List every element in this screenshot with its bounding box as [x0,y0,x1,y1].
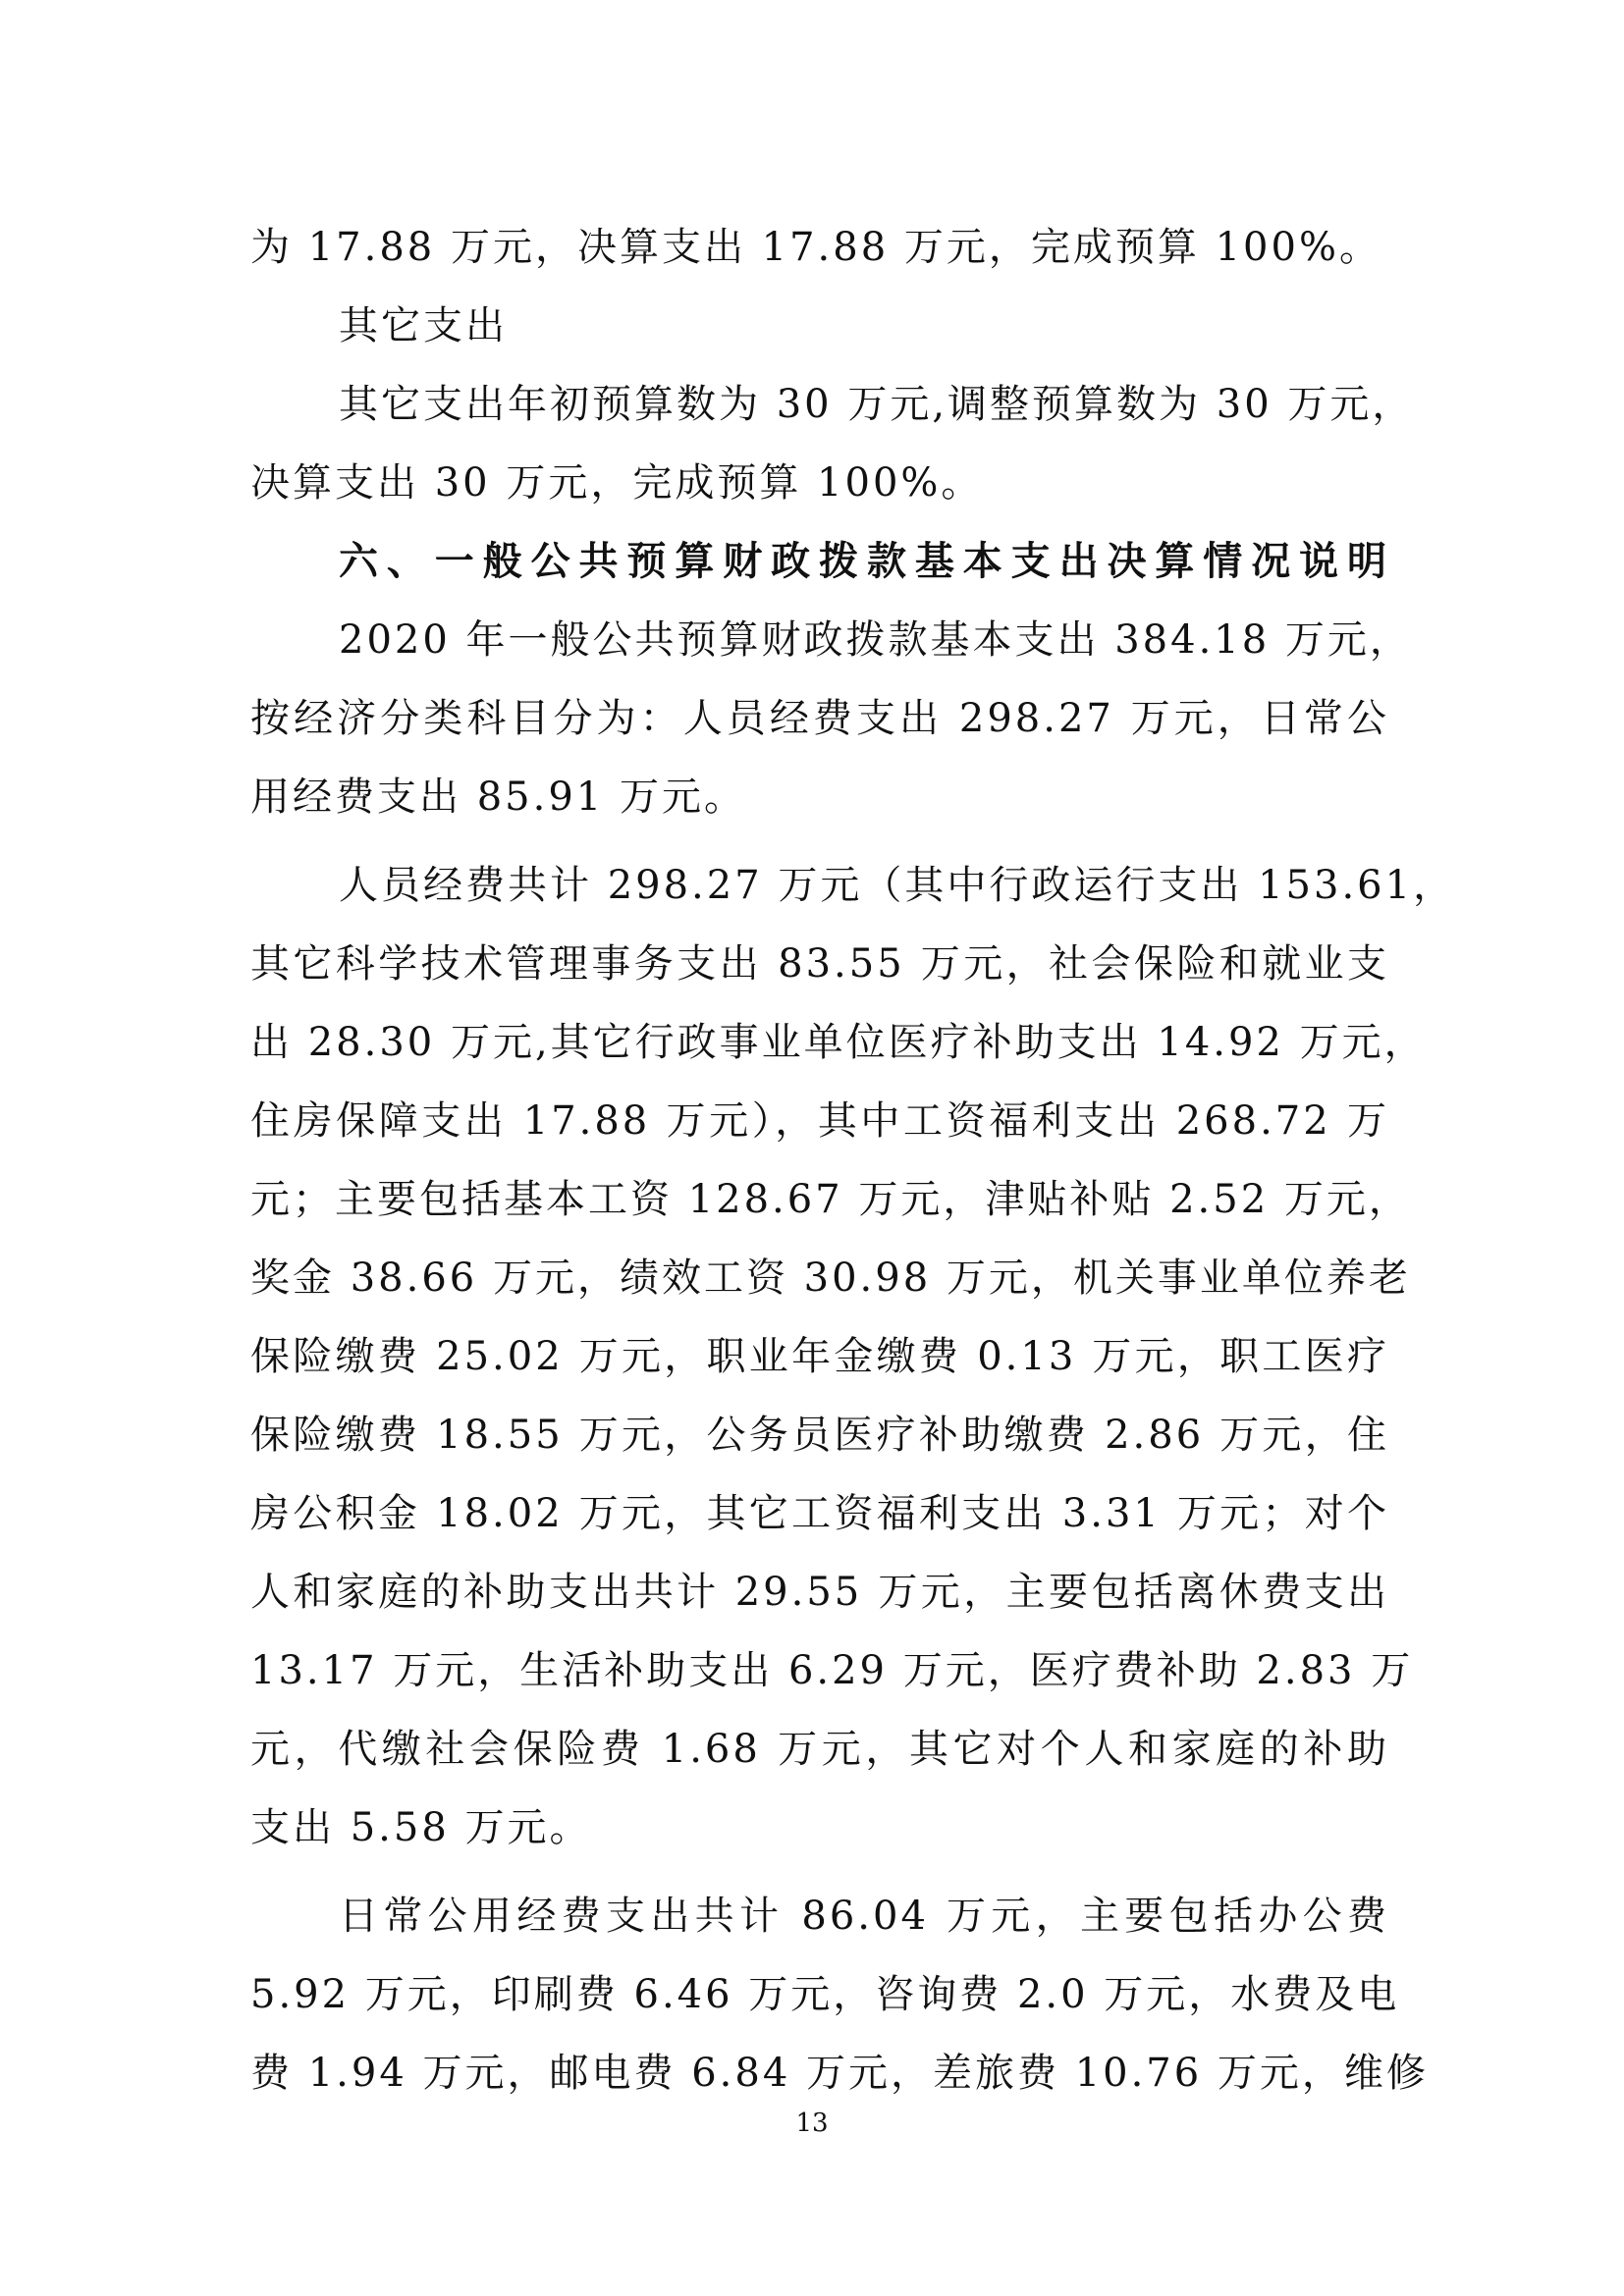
body-text-line: 住房保障支出 17.88 万元），其中工资福利支出 268.72 万 [250,1098,1389,1144]
body-text-line: 13.17 万元，生活补助支出 6.29 万元，医疗费补助 2.83 万 [250,1648,1414,1693]
body-text-line: 日常公用经费支出共计 86.04 万元，主要包括办公费 [339,1894,1389,1939]
subsection-title: 其它支出 [339,303,508,348]
body-text-line: 房公积金 18.02 万元，其它工资福利支出 3.31 万元；对个 [250,1491,1389,1536]
body-text-line: 出 28.30 万元,其它行政事业单位医疗补助支出 14.92 万元， [250,1020,1427,1065]
body-text-line: 5.92 万元，印刷费 6.46 万元，咨询费 2.0 万元，水费及电 [250,1972,1400,2017]
body-text-line: 按经济分类科目分为：人员经费支出 298.27 万元，日常公 [250,696,1389,741]
body-text-line: 费 1.94 万元，邮电费 6.84 万元，差旅费 10.76 万元，维修 [250,2051,1429,2096]
body-text-line: 保险缴费 18.55 万元，公务员医疗补助缴费 2.86 万元，住 [250,1413,1389,1458]
body-text-line: 其它支出年初预算数为 30 万元,调整预算数为 30 万元， [339,382,1415,427]
body-text-line: 其它科学技术管理事务支出 83.55 万元，社会保险和就业支 [250,941,1389,987]
body-text-line: 元，代缴社会保险费 1.68 万元，其它对个人和家庭的补助 [250,1727,1389,1772]
body-text-line: 为 17.88 万元，决算支出 17.88 万元，完成预算 100%。 [250,225,1381,270]
body-text-line: 用经费支出 85.91 万元。 [250,774,746,820]
body-text-line: 保险缴费 25.02 万元，职业年金缴费 0.13 万元，职工医疗 [250,1334,1389,1379]
section-heading: 六、一般公共预算财政拨款基本支出决算情况说明 [339,539,1389,584]
body-text-line: 人和家庭的补助支出共计 29.55 万元，主要包括离休费支出 [250,1570,1389,1615]
body-text-line: 支出 5.58 万元。 [250,1805,592,1850]
body-text-line: 奖金 38.66 万元，绩效工资 30.98 万元，机关事业单位养老 [250,1255,1411,1301]
body-text-line: 决算支出 30 万元，完成预算 100%。 [250,460,984,506]
body-text-line: 人员经费共计 298.27 万元（其中行政运行支出 153.61， [339,863,1456,908]
page-number: 13 [795,2109,829,2138]
body-text-line: 2020 年一般公共预算财政拨款基本支出 384.18 万元， [339,617,1412,663]
body-text-line: 元；主要包括基本工资 128.67 万元，津贴补贴 2.52 万元， [250,1177,1411,1222]
